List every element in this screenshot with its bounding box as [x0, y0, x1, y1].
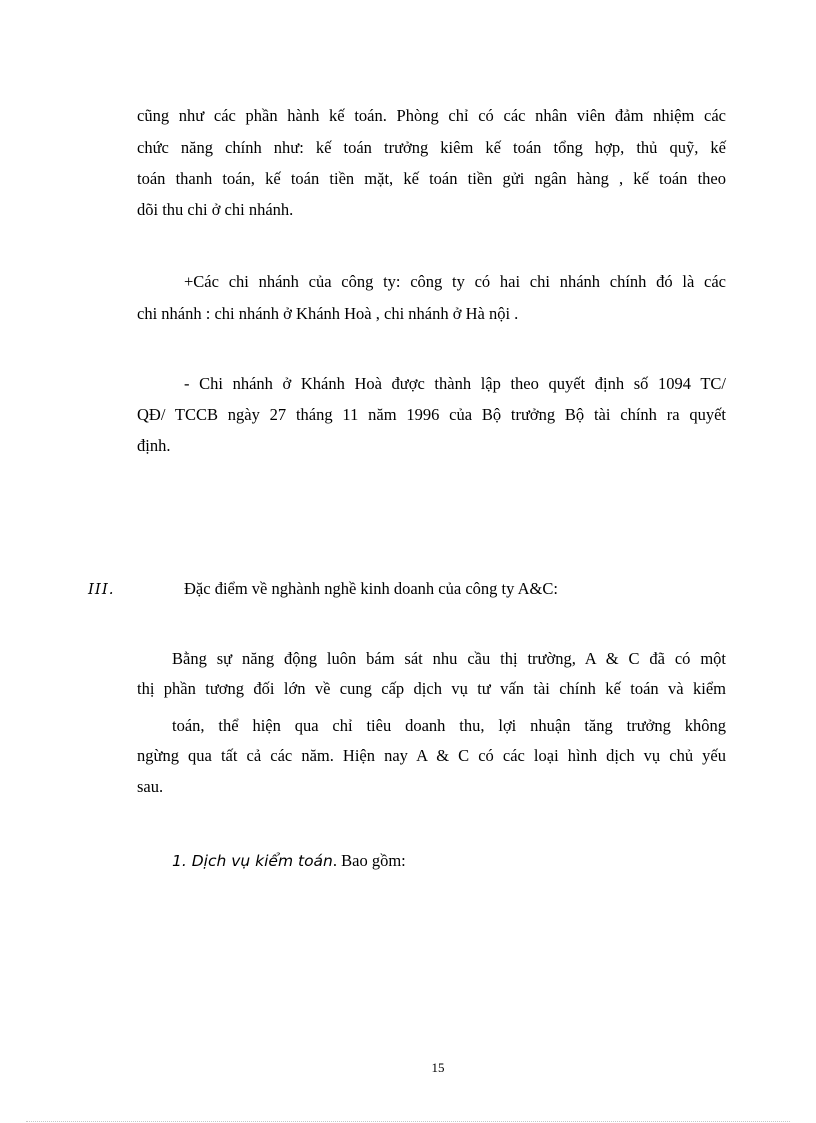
page-bottom-rule — [26, 1121, 790, 1122]
list-item-1-label: 1. Dịch vụ kiểm toán — [172, 852, 333, 870]
section-heading: Đặc điểm về nghành nghề kinh doanh của công ty A&C: — [184, 579, 558, 598]
paragraph-1-line-3: toán thanh toán, kế toán tiền mặt, kế toán tiền gửi ngân hàng , kế toán theo — [137, 169, 726, 188]
paragraph-3-line-3: định. — [137, 436, 171, 455]
paragraph-1-line-4: dõi thu chi ở chi nhánh. — [137, 200, 294, 219]
page-number: 15 — [431, 1060, 445, 1075]
paragraph-2-line-1: +Các chi nhánh của công ty: công ty có hai chi nhánh chính đó là các — [184, 272, 726, 291]
list-item-1 — [172, 851, 406, 871]
paragraph-5-line-1: toán, thể hiện qua chỉ tiêu doanh thu, lợi nhuận tăng trưởng không — [172, 716, 726, 735]
section-numeral: III. — [88, 580, 115, 598]
paragraph-4-line-1: Bằng sự năng động luôn bám sát nhu cầu thị trường, A & C đã có một — [172, 649, 726, 668]
paragraph-5-line-2: ngừng qua tất cả các năm. Hiện nay A & C có các loại hình dịch vụ chủ yếu — [137, 746, 726, 765]
paragraph-3-line-1: - Chi nhánh ở Khánh Hoà được thành lập theo quyết định số 1094 TC/ — [184, 374, 726, 393]
paragraph-4-line-2: thị phần tương đối lớn về cung cấp dịch vụ tư vấn tài chính kế toán và kiểm — [137, 679, 726, 698]
paragraph-1-line-2: chức năng chính như: kế toán trưởng kiêm kế toán tổng hợp, thủ quỹ, kế — [137, 138, 726, 157]
paragraph-3-line-2: QĐ/ TCCB ngày 27 tháng 11 năm 1996 của Bộ trưởng Bộ tài chính ra quyết — [137, 405, 726, 424]
paragraph-2-line-2: chi nhánh : chi nhánh ở Khánh Hoà , chi nhánh ở Hà nội . — [137, 304, 519, 323]
paragraph-1-line-1: cũng như các phần hành kế toán. Phòng chỉ có các nhân viên đảm nhiệm các — [137, 106, 726, 125]
paragraph-5-line-3: sau. — [137, 777, 164, 796]
list-item-1-suffix: . Bao gồm: — [332, 851, 406, 870]
